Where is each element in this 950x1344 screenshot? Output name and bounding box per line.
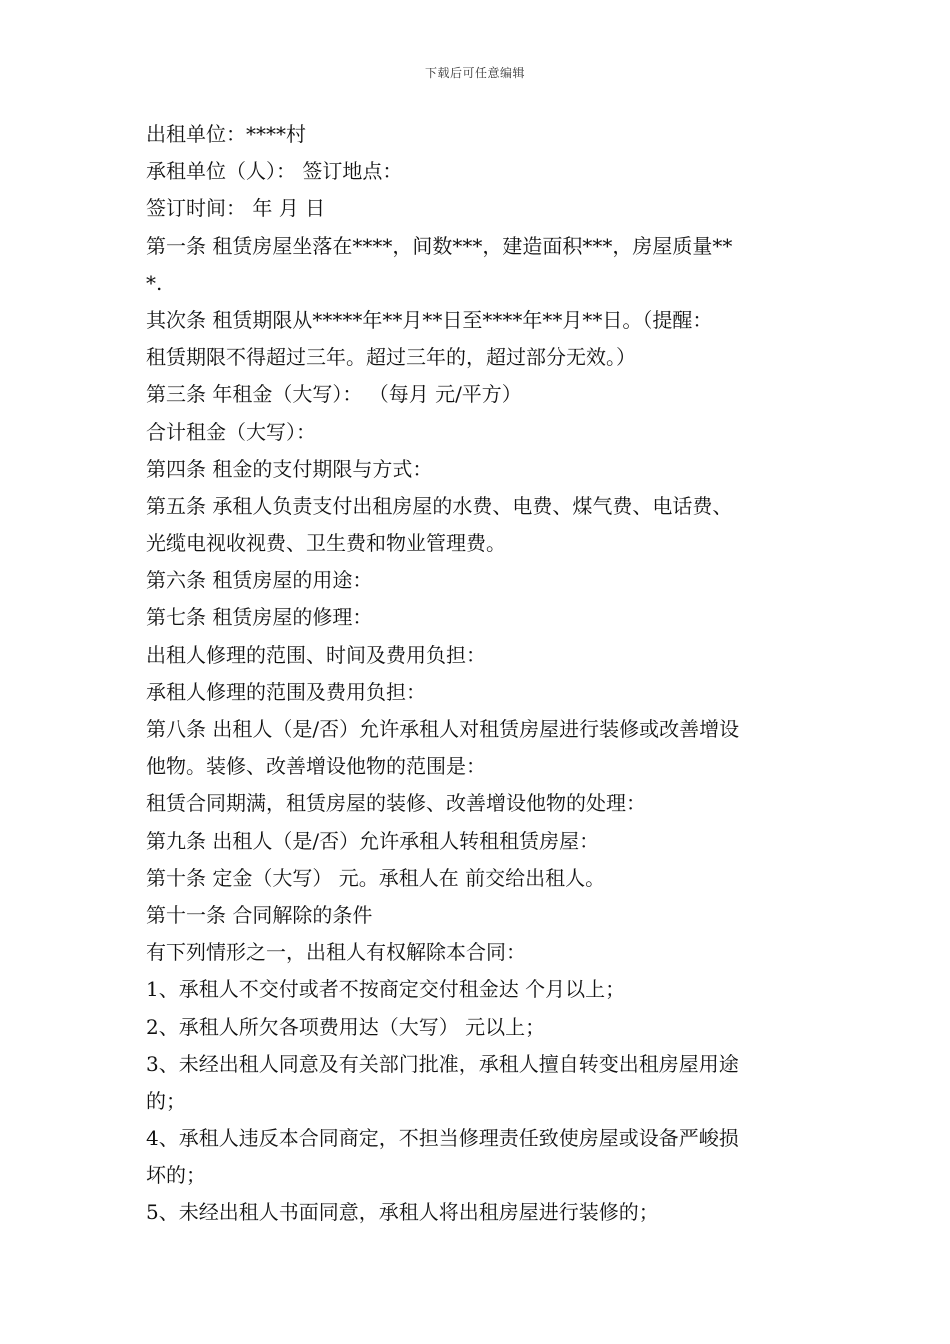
contract-line: 出租单位：****村: [146, 122, 306, 146]
contract-line: 承租人修理的范围及费用负担：: [146, 679, 426, 704]
contract-line: 合计租金（大写）：: [146, 419, 316, 444]
contract-line: 第八条 出租人（是/否）允许承租人对租赁房屋进行装修或改善增设: [146, 717, 740, 741]
contract-line: 5、未经出租人书面同意，承租人将出租房屋进行装修的；: [146, 1200, 659, 1225]
contract-line: 坏的；: [146, 1163, 206, 1188]
contract-line: 出租人修理的范围、时间及费用负担：: [146, 642, 486, 667]
contract-line: 3、未经出租人同意及有关部门批准，承租人擅自转变出租房屋用途: [146, 1051, 739, 1076]
contract-line: 签订时间： 年 月 日: [146, 196, 326, 221]
contract-line: 有下列情形之一，出租人有权解除本合同：: [146, 940, 526, 965]
contract-line: *.: [146, 270, 163, 295]
contract-line: 第一条 租赁房屋坐落在****，间数***，建造面积***，房屋质量**: [146, 233, 733, 258]
contract-line: 第九条 出租人（是/否）允许承租人转租租赁房屋：: [146, 828, 600, 853]
contract-line: 第六条 租赁房屋的用途：: [146, 568, 373, 593]
contract-line: 租赁期限不得超过三年。超过三年的，超过部分无效。）: [146, 345, 636, 370]
contract-body: [146, 116, 812, 1232]
contract-line: 光缆电视收视费、卫生费和物业管理费。: [146, 531, 506, 556]
contract-line: 第三条 年租金（大写）： （每月 元/平方）: [146, 382, 522, 407]
contract-line: 租赁合同期满，租赁房屋的装修、改善增设他物的处理：: [146, 791, 646, 816]
contract-line: 第七条 租赁房屋的修理：: [146, 605, 373, 630]
contract-line: 他物。装修、改善增设他物的范围是：: [146, 754, 486, 779]
contract-line: 其次条 租赁期限从*****年**月**日至****年**月**日。（提醒：: [146, 307, 713, 332]
contract-line: 2、承租人所欠各项费用达（大写） 元以上；: [146, 1014, 546, 1039]
contract-line: 1、承租人不交付或者不按商定交付租金达 个月以上；: [146, 977, 626, 1002]
contract-line: 4、承租人违反本合同商定，不担当修理责任致使房屋或设备严峻损: [146, 1126, 739, 1151]
contract-line: 第十条 定金（大写） 元。承租人在 前交给出租人。: [146, 865, 606, 890]
contract-line: 的；: [146, 1088, 186, 1113]
contract-line: 第十一条 合同解除的条件: [146, 902, 373, 927]
contract-line: 第五条 承租人负责支付出租房屋的水费、电费、煤气费、电话费、: [146, 493, 733, 518]
contract-line: 承租单位（人）： 签订地点：: [146, 159, 403, 184]
contract-line: 第四条 租金的支付期限与方式：: [146, 456, 433, 481]
page-header: 下载后可任意编辑: [424, 66, 525, 80]
